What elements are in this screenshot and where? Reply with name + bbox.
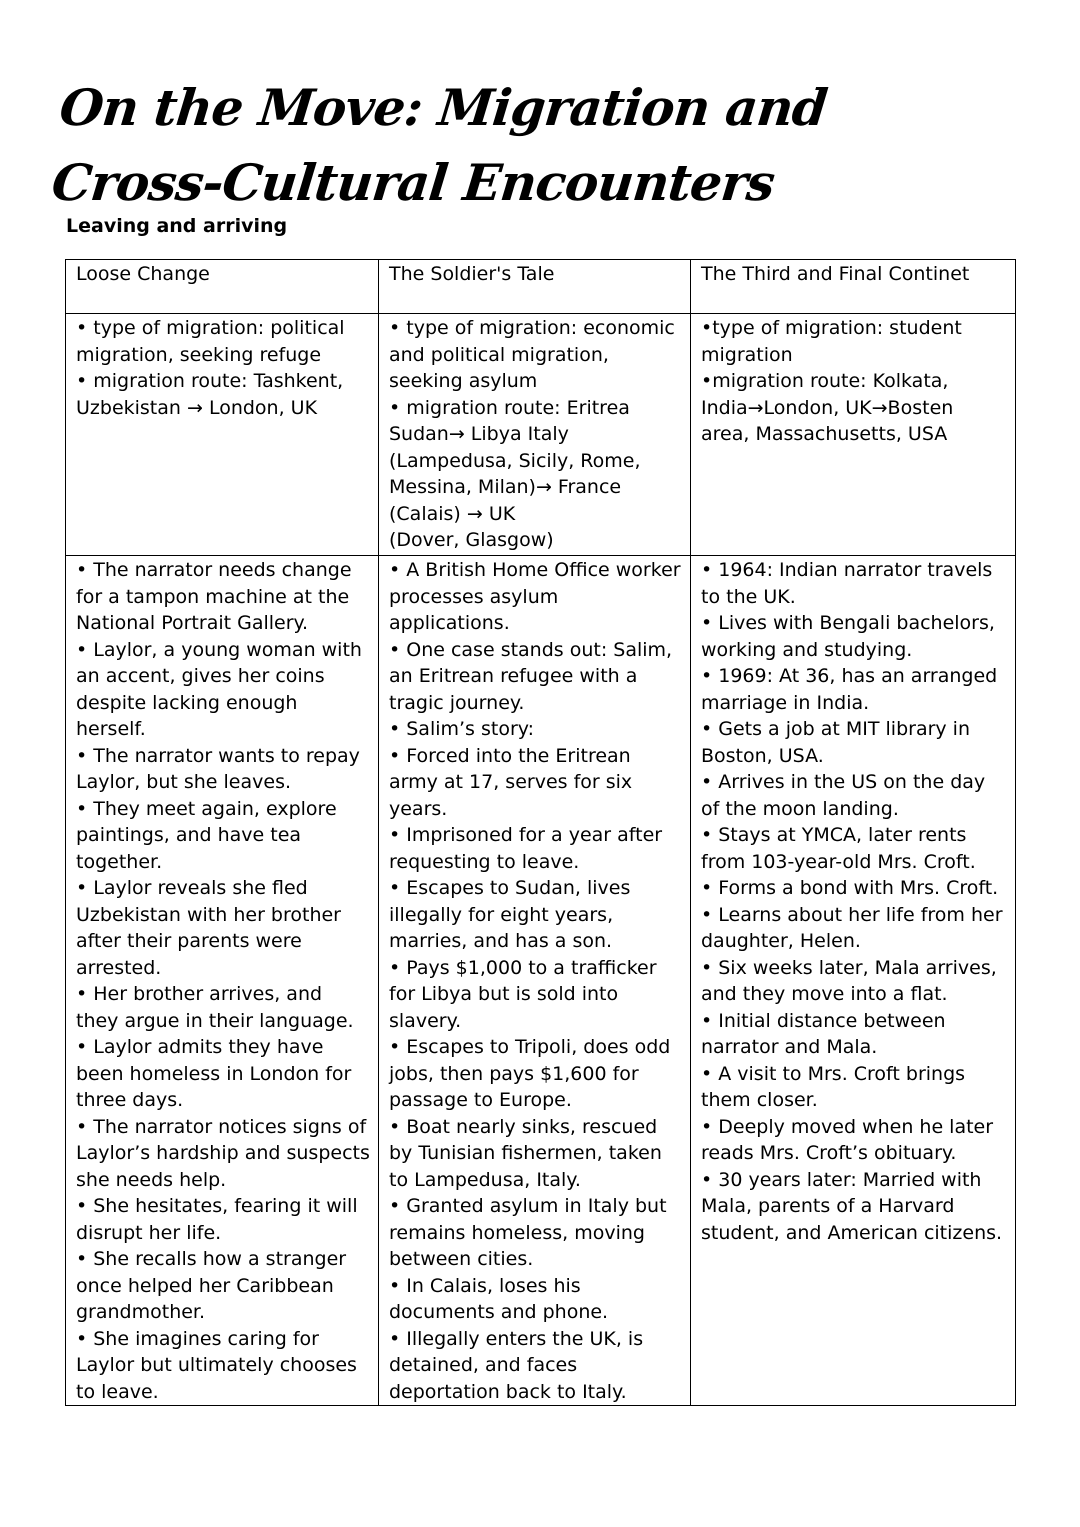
list-item: • She recalls how a stranger once helped her Caribbean grandmother. (76, 1248, 347, 1323)
migration-info-cell-third-and-final-continent (691, 314, 1016, 556)
list-item: • Boat nearly sinks, rescued by Tunisian fishermen, taken to Lampedusa, Italy. (389, 1115, 662, 1191)
list-item: • Her brother arrives, and they argue in their language. (76, 983, 354, 1032)
table-header-row (66, 260, 1016, 314)
list-item: • Laylor, a young woman with an accent, gives her coins despite lacking enough herself. (76, 638, 362, 740)
list-item: •migration route: Kolkata, India→London, UK→Bosten area, Massachusetts, USA (701, 370, 954, 445)
list-item: • In Calais, loses his documents and phone. (389, 1274, 609, 1323)
list-item: • Illegally enters the UK, is detained, and faces deportation back to Italy. (389, 1327, 644, 1403)
list-item: • Six weeks later, Mala arrives, and they move into a flat. (701, 956, 997, 1005)
list-item: • She imagines caring for Laylor but ultimately chooses to leave. (76, 1327, 357, 1403)
list-item: • Granted asylum in Italy but remains homeless, moving between cities. (389, 1195, 667, 1270)
list-item: • The narrator wants to repay Laylor, but she leaves. (76, 744, 360, 793)
list-item: • Escapes to Sudan, lives illegally for eight years, marries, and has a son. (389, 877, 631, 952)
list-item: • A visit to Mrs. Croft brings them closer. (701, 1062, 966, 1111)
list-item: •type of migration: student migration (701, 317, 962, 366)
page-title: On the Move: Migration and Cross-Cultural Encounters (49, 78, 830, 212)
list-item: • A British Home Office worker processes asylum applications. (389, 559, 681, 634)
summary-cell-soldiers-tale (379, 556, 691, 1406)
stories-table (65, 259, 1016, 1406)
migration-info-cell-soldiers-tale (379, 314, 691, 556)
section-subtitle: Leaving and arriving (66, 215, 288, 237)
list-item: • Stays at YMCA, later rents from 103-year-old Mrs. Croft. (701, 824, 976, 873)
migration-info-cell-loose-change (66, 314, 379, 556)
list-item: • She hesitates, fearing it will disrupt her life. (76, 1195, 358, 1244)
list-item: • Laylor reveals she fled Uzbekistan with her brother after their parents were arrested. (76, 877, 341, 979)
list-item: • Lives with Bengali bachelors, working and studying. (701, 612, 995, 661)
summary-cell-third-and-final-continent (691, 556, 1016, 1406)
list-item: • Learns about her life from her daughter, Helen. (701, 903, 1003, 952)
list-item: • Forms a bond with Mrs. Croft. (701, 877, 999, 899)
list-item: • Initial distance between narrator and Mala. (701, 1009, 946, 1058)
summary-cell-loose-change (66, 556, 379, 1406)
list-item: (Dover, Glasgow) (389, 529, 554, 551)
list-item: • migration route: Eritrea Sudan→ Libya Italy (Lampedusa, Sicily, Rome, Messina, Milan)→ France (Calais) → UK (389, 396, 641, 525)
list-item: • Forced into the Eritrean army at 17, serves for six years. (389, 744, 633, 820)
list-item: • One case stands out: Salim, an Eritrean refugee with a tragic journey. (389, 638, 673, 714)
header-cell-third-and-final-continent: The Third and Final Continet (691, 260, 1016, 314)
migration-info-row (66, 314, 1016, 556)
list-item: • Escapes to Tripoli, does odd jobs, then pays $1,600 for passage to Europe. (389, 1036, 671, 1111)
list-item: • The narrator notices signs of Laylor’s hardship and suspects she needs help. (76, 1115, 370, 1191)
header-cell-soldiers-tale: The Soldier's Tale (379, 260, 691, 314)
list-item: • They meet again, explore paintings, and have tea together. (76, 797, 337, 873)
list-item: • 1969: At 36, has an arranged marriage in India. (701, 665, 998, 714)
list-item: • 30 years later: Married with Mala, parents of a Harvard student, and American citizens. (701, 1168, 1003, 1244)
list-item: • Imprisoned for a year after requesting to leave. (389, 824, 663, 873)
list-item: • Pays $1,000 to a trafficker for Libya but is sold into slavery. (389, 956, 657, 1032)
list-item: • Laylor admits they have been homeless in London for three days. (76, 1036, 352, 1111)
list-item: • Deeply moved when he later reads Mrs. Croft’s obituary. (701, 1115, 994, 1164)
list-item: • type of migration: political migration, seeking refuge (76, 317, 345, 366)
list-item: • Salim’s story: (389, 718, 535, 740)
plot-summary-row (66, 556, 1016, 1406)
list-item: • Arrives in the US on the day of the moon landing. (701, 771, 986, 820)
list-item: • migration route: Tashkent, Uzbekistan → London, UK (76, 370, 344, 419)
list-item: • The narrator needs change for a tampon machine at the National Portrait Gallery. (76, 559, 352, 634)
header-cell-loose-change: Loose Change (66, 260, 379, 314)
list-item: • Gets a job at MIT library in Boston, USA. (701, 718, 970, 767)
list-item: • type of migration: economic and political migration, seeking asylum (389, 317, 675, 392)
list-item: • 1964: Indian narrator travels to the UK. (701, 559, 993, 608)
